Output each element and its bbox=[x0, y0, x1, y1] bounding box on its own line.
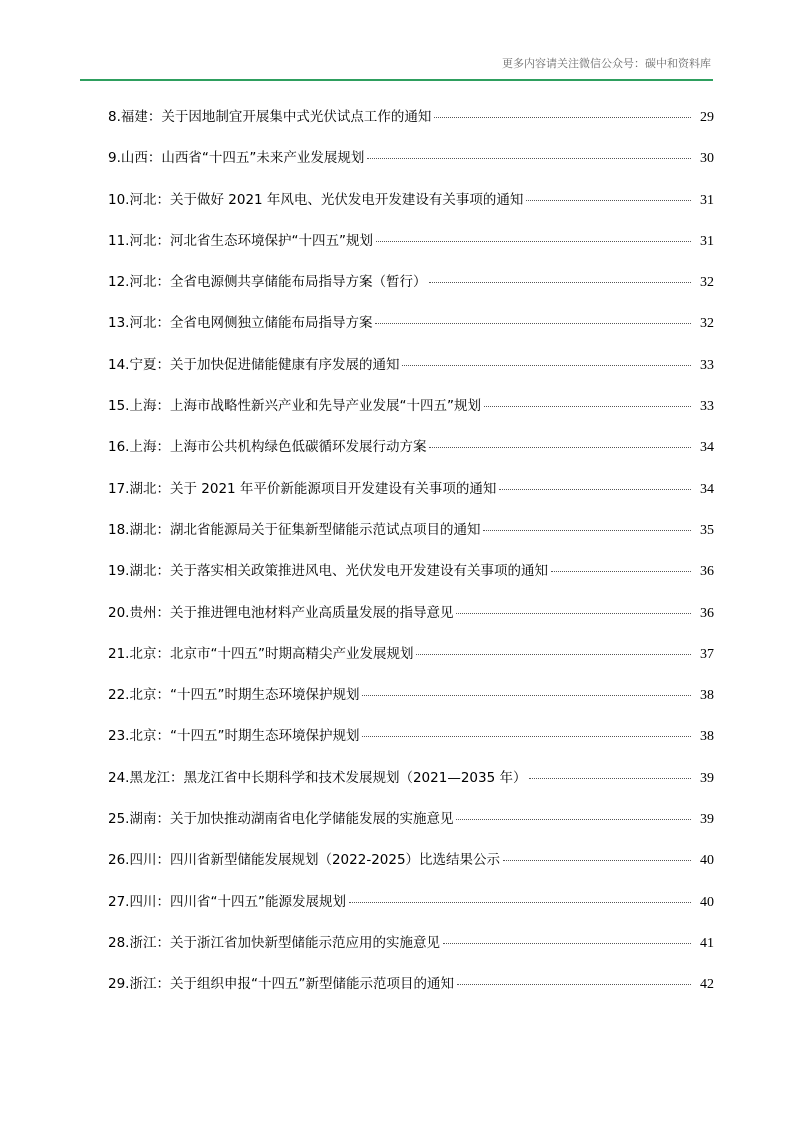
toc-entry-page-number: 33 bbox=[700, 357, 714, 373]
toc-entry[interactable] bbox=[108, 437, 714, 478]
toc-entry[interactable] bbox=[108, 396, 714, 437]
toc-entry-title: 14.宁夏：关于加快促进储能健康有序发展的通知 bbox=[108, 356, 400, 373]
toc-entry-title: 24.黑龙江：黑龙江省中长期科学和技术发展规划（2021—2035 年） bbox=[108, 769, 527, 786]
toc-entry[interactable] bbox=[108, 892, 714, 933]
toc-entry-title: 10.河北：关于做好 2021 年风电、光伏发电开发建设有关事项的通知 bbox=[108, 191, 524, 208]
dot-leader bbox=[429, 447, 691, 448]
toc-entry-title: 23.北京：“十四五”时期生态环境保护规划 bbox=[108, 728, 360, 745]
toc-entry-page-number: 38 bbox=[700, 729, 714, 745]
toc-entry-page-number: 33 bbox=[700, 399, 714, 415]
toc-entry[interactable] bbox=[108, 148, 714, 189]
toc-entry[interactable] bbox=[108, 809, 714, 850]
dot-leader bbox=[503, 860, 691, 861]
toc-entry-page-number: 35 bbox=[700, 522, 714, 538]
toc-entry-title: 18.湖北：湖北省能源局关于征集新型储能示范试点项目的通知 bbox=[108, 521, 481, 538]
dot-leader bbox=[375, 323, 691, 324]
dot-leader bbox=[362, 736, 691, 737]
toc-entry[interactable] bbox=[108, 603, 714, 644]
toc-entry-page-number: 32 bbox=[700, 275, 714, 291]
toc-entry-page-number: 34 bbox=[700, 481, 714, 497]
toc-entry-page-number: 37 bbox=[700, 646, 714, 662]
toc-entry-page-number: 36 bbox=[700, 564, 714, 580]
dot-leader bbox=[443, 943, 691, 944]
dot-leader bbox=[367, 158, 691, 159]
dot-leader bbox=[429, 282, 691, 283]
toc-entry-title: 19.湖北：关于落实相关政策推进风电、光伏发电开发建设有关事项的通知 bbox=[108, 563, 548, 580]
dot-leader bbox=[526, 200, 691, 201]
toc-entry[interactable] bbox=[108, 644, 714, 685]
dot-leader bbox=[349, 902, 691, 903]
dot-leader bbox=[434, 117, 691, 118]
table-of-contents bbox=[108, 107, 714, 1016]
toc-entry-page-number: 34 bbox=[700, 440, 714, 456]
toc-entry[interactable] bbox=[108, 768, 714, 809]
toc-entry-page-number: 39 bbox=[700, 770, 714, 786]
toc-entry-title: 20.贵州：关于推进锂电池材料产业高质量发展的指导意见 bbox=[108, 604, 454, 621]
dot-leader bbox=[456, 819, 691, 820]
toc-entry-title: 28.浙江：关于浙江省加快新型储能示范应用的实施意见 bbox=[108, 934, 440, 951]
toc-entry-title: 16.上海：上海市公共机构绿色低碳循环发展行动方案 bbox=[108, 439, 427, 456]
toc-entry-title: 11.河北：河北省生态环境保护“十四五”规划 bbox=[108, 232, 373, 249]
toc-entry-title: 29.浙江：关于组织申报“十四五”新型储能示范项目的通知 bbox=[108, 976, 454, 993]
toc-entry[interactable] bbox=[108, 272, 714, 313]
toc-entry-title: 12.河北：全省电源侧共享储能布局指导方案（暂行） bbox=[108, 274, 427, 291]
toc-entry-title: 25.湖南：关于加快推动湖南省电化学储能发展的实施意见 bbox=[108, 811, 454, 828]
toc-entry[interactable] bbox=[108, 561, 714, 602]
toc-entry-title: 27.四川：四川省“十四五”能源发展规划 bbox=[108, 893, 346, 910]
toc-entry[interactable] bbox=[108, 933, 714, 974]
toc-entry-page-number: 41 bbox=[700, 935, 714, 951]
toc-entry-title: 17.湖北：关于 2021 年平价新能源项目开发建设有关事项的通知 bbox=[108, 480, 497, 497]
toc-entry[interactable] bbox=[108, 313, 714, 354]
dot-leader bbox=[499, 489, 691, 490]
dot-leader bbox=[457, 984, 691, 985]
toc-entry[interactable] bbox=[108, 190, 714, 231]
toc-entry-title: 13.河北：全省电网侧独立储能布局指导方案 bbox=[108, 315, 373, 332]
toc-entry[interactable] bbox=[108, 231, 714, 272]
toc-entry-title: 22.北京：“十四五”时期生态环境保护规划 bbox=[108, 687, 360, 704]
dot-leader bbox=[551, 571, 691, 572]
toc-entry-page-number: 31 bbox=[700, 233, 714, 249]
toc-entry-page-number: 42 bbox=[700, 977, 714, 993]
dot-leader bbox=[362, 695, 691, 696]
dot-leader bbox=[529, 778, 691, 779]
toc-entry-page-number: 29 bbox=[700, 110, 714, 125]
toc-entry-page-number: 40 bbox=[700, 894, 714, 910]
header-text: 更多内容请关注微信公众号：碳中和资料库 bbox=[502, 57, 711, 70]
toc-entry-page-number: 32 bbox=[700, 316, 714, 332]
toc-entry-title: 21.北京：北京市“十四五”时期高精尖产业发展规划 bbox=[108, 645, 414, 662]
toc-entry[interactable] bbox=[108, 974, 714, 1015]
toc-entry[interactable] bbox=[108, 520, 714, 561]
toc-entry[interactable] bbox=[108, 355, 714, 396]
toc-entry[interactable] bbox=[108, 850, 714, 891]
toc-entry-title: 26.四川：四川省新型储能发展规划（2022-2025）比选结果公示 bbox=[108, 852, 501, 869]
toc-entry[interactable] bbox=[108, 726, 714, 767]
toc-entry-page-number: 30 bbox=[700, 151, 714, 167]
toc-entry[interactable] bbox=[108, 479, 714, 520]
toc-entry-page-number: 31 bbox=[700, 192, 714, 208]
toc-entry-page-number: 38 bbox=[700, 688, 714, 704]
dot-leader bbox=[376, 241, 691, 242]
toc-entry-page-number: 40 bbox=[700, 853, 714, 869]
toc-entry-title: 9.山西：山西省“十四五”未来产业发展规划 bbox=[108, 150, 365, 167]
toc-entry[interactable] bbox=[108, 685, 714, 726]
dot-leader bbox=[402, 365, 691, 366]
header-divider bbox=[80, 79, 713, 81]
toc-entry-page-number: 39 bbox=[700, 812, 714, 828]
toc-entry-title: 8.福建：关于因地制宜开展集中式光伏试点工作的通知 bbox=[108, 109, 432, 125]
toc-entry[interactable] bbox=[108, 107, 714, 148]
toc-entry-page-number: 36 bbox=[700, 605, 714, 621]
toc-entry-title: 15.上海：上海市战略性新兴产业和先导产业发展“十四五”规划 bbox=[108, 398, 481, 415]
dot-leader bbox=[484, 406, 691, 407]
dot-leader bbox=[456, 613, 691, 614]
dot-leader bbox=[483, 530, 691, 531]
dot-leader bbox=[416, 654, 691, 655]
